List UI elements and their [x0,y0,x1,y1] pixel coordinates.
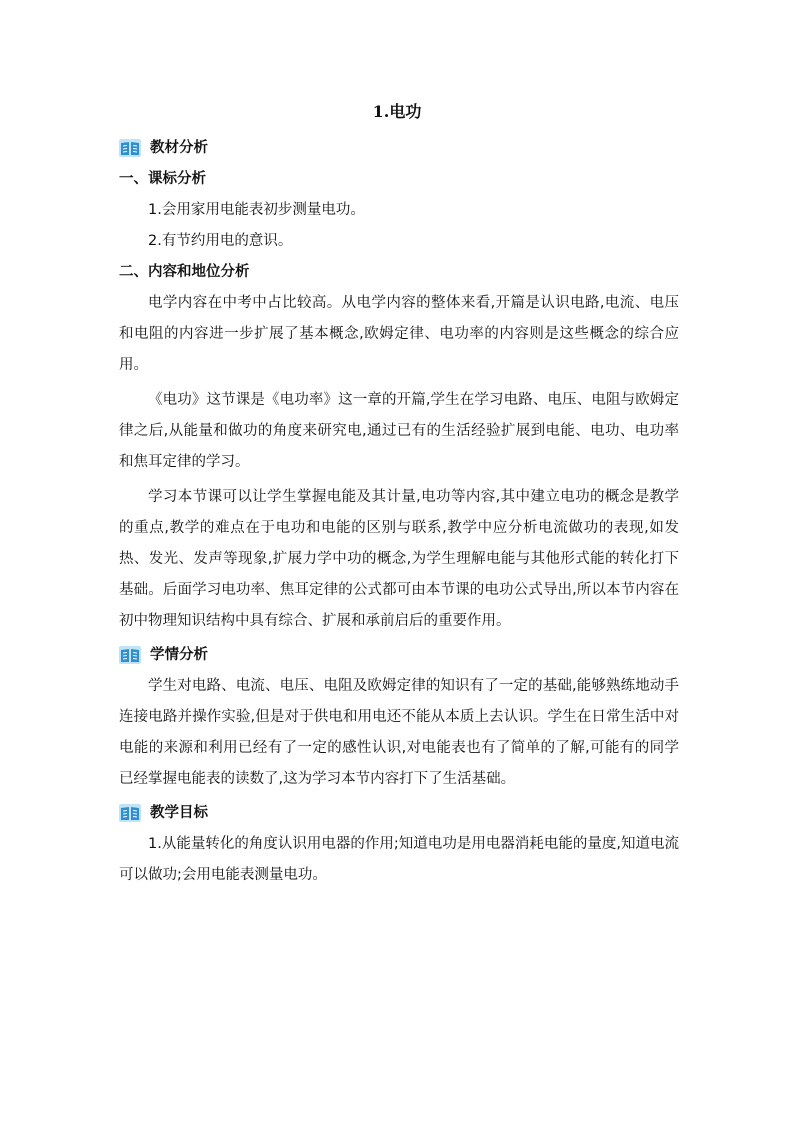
list-item: 1.会用家用电能表初步测量电功。 [148,202,365,218]
page-title: 1.电功 [372,102,422,121]
paragraph: 学生对电路、电流、电压、电阻及欧姆定律的知识有了一定的基础,能够熟练地动手连接电路并操作实验,但是对于供电和用电还不能从本质上去认识。学生在日常生活中对电能的来源和利用已经有了一定的感性认识,对电能表也有了简单的了解,可能有的同学已经掌握电能表的读数了,这为学习本节内容打下了生活基础。 [119,678,679,787]
open-book-icon [119,803,141,823]
section-title: 学情分析 [150,647,208,663]
section-header-textbook [119,134,679,162]
paragraph: 《电功》这节课是《电功率》这一章的开篇,学生在学习电路、电压、电阻与欧姆定律之后,从能量和做功的角度来研究电,通过已有的生活经验扩展到电能、电功、电功率和焦耳定律的学习。 [119,392,679,470]
section-header-students [119,641,679,669]
open-book-icon [119,645,141,665]
document-body [119,134,679,891]
section-title: 教材分析 [150,140,208,156]
open-book-icon [119,138,141,158]
paragraph: 电学内容在中考中占比较高。从电学内容的整体来看,开篇是认识电路,电流、电压和电阻的内容进一步扩展了基本概念,欧姆定律、电功率的内容则是这些概念的综合应用。 [119,295,679,373]
paragraph: 学习本节课可以让学生掌握电能及其计量,电功等内容,其中建立电功的概念是教学的重点,教学的难点在于电功和电能的区别与联系,教学中应分析电流做功的表现,如发热、发光、发声等现象,扩展力学中功的概念,为学生理解电能与其他形式能的转化打下基础。后面学习电功率、焦耳定律的公式都可由本节课的电功公式导出,所以本节内容在初中物理知识结构中具有综合、扩展和承前启后的重要作用。 [119,489,679,629]
section-header-goals [119,799,679,827]
section-title: 教学目标 [150,805,208,821]
list-item: 2.有节约用电的意识。 [148,233,293,249]
subsection-title-curriculum: 一、课标分析 [119,171,206,187]
paragraph: 1.从能量转化的角度认识用电器的作用;知道电功是用电器消耗电能的量度,知道电流可以做功;会用电能表测量电功。 [119,836,679,883]
subsection-title-content: 二、内容和地位分析 [119,264,250,280]
